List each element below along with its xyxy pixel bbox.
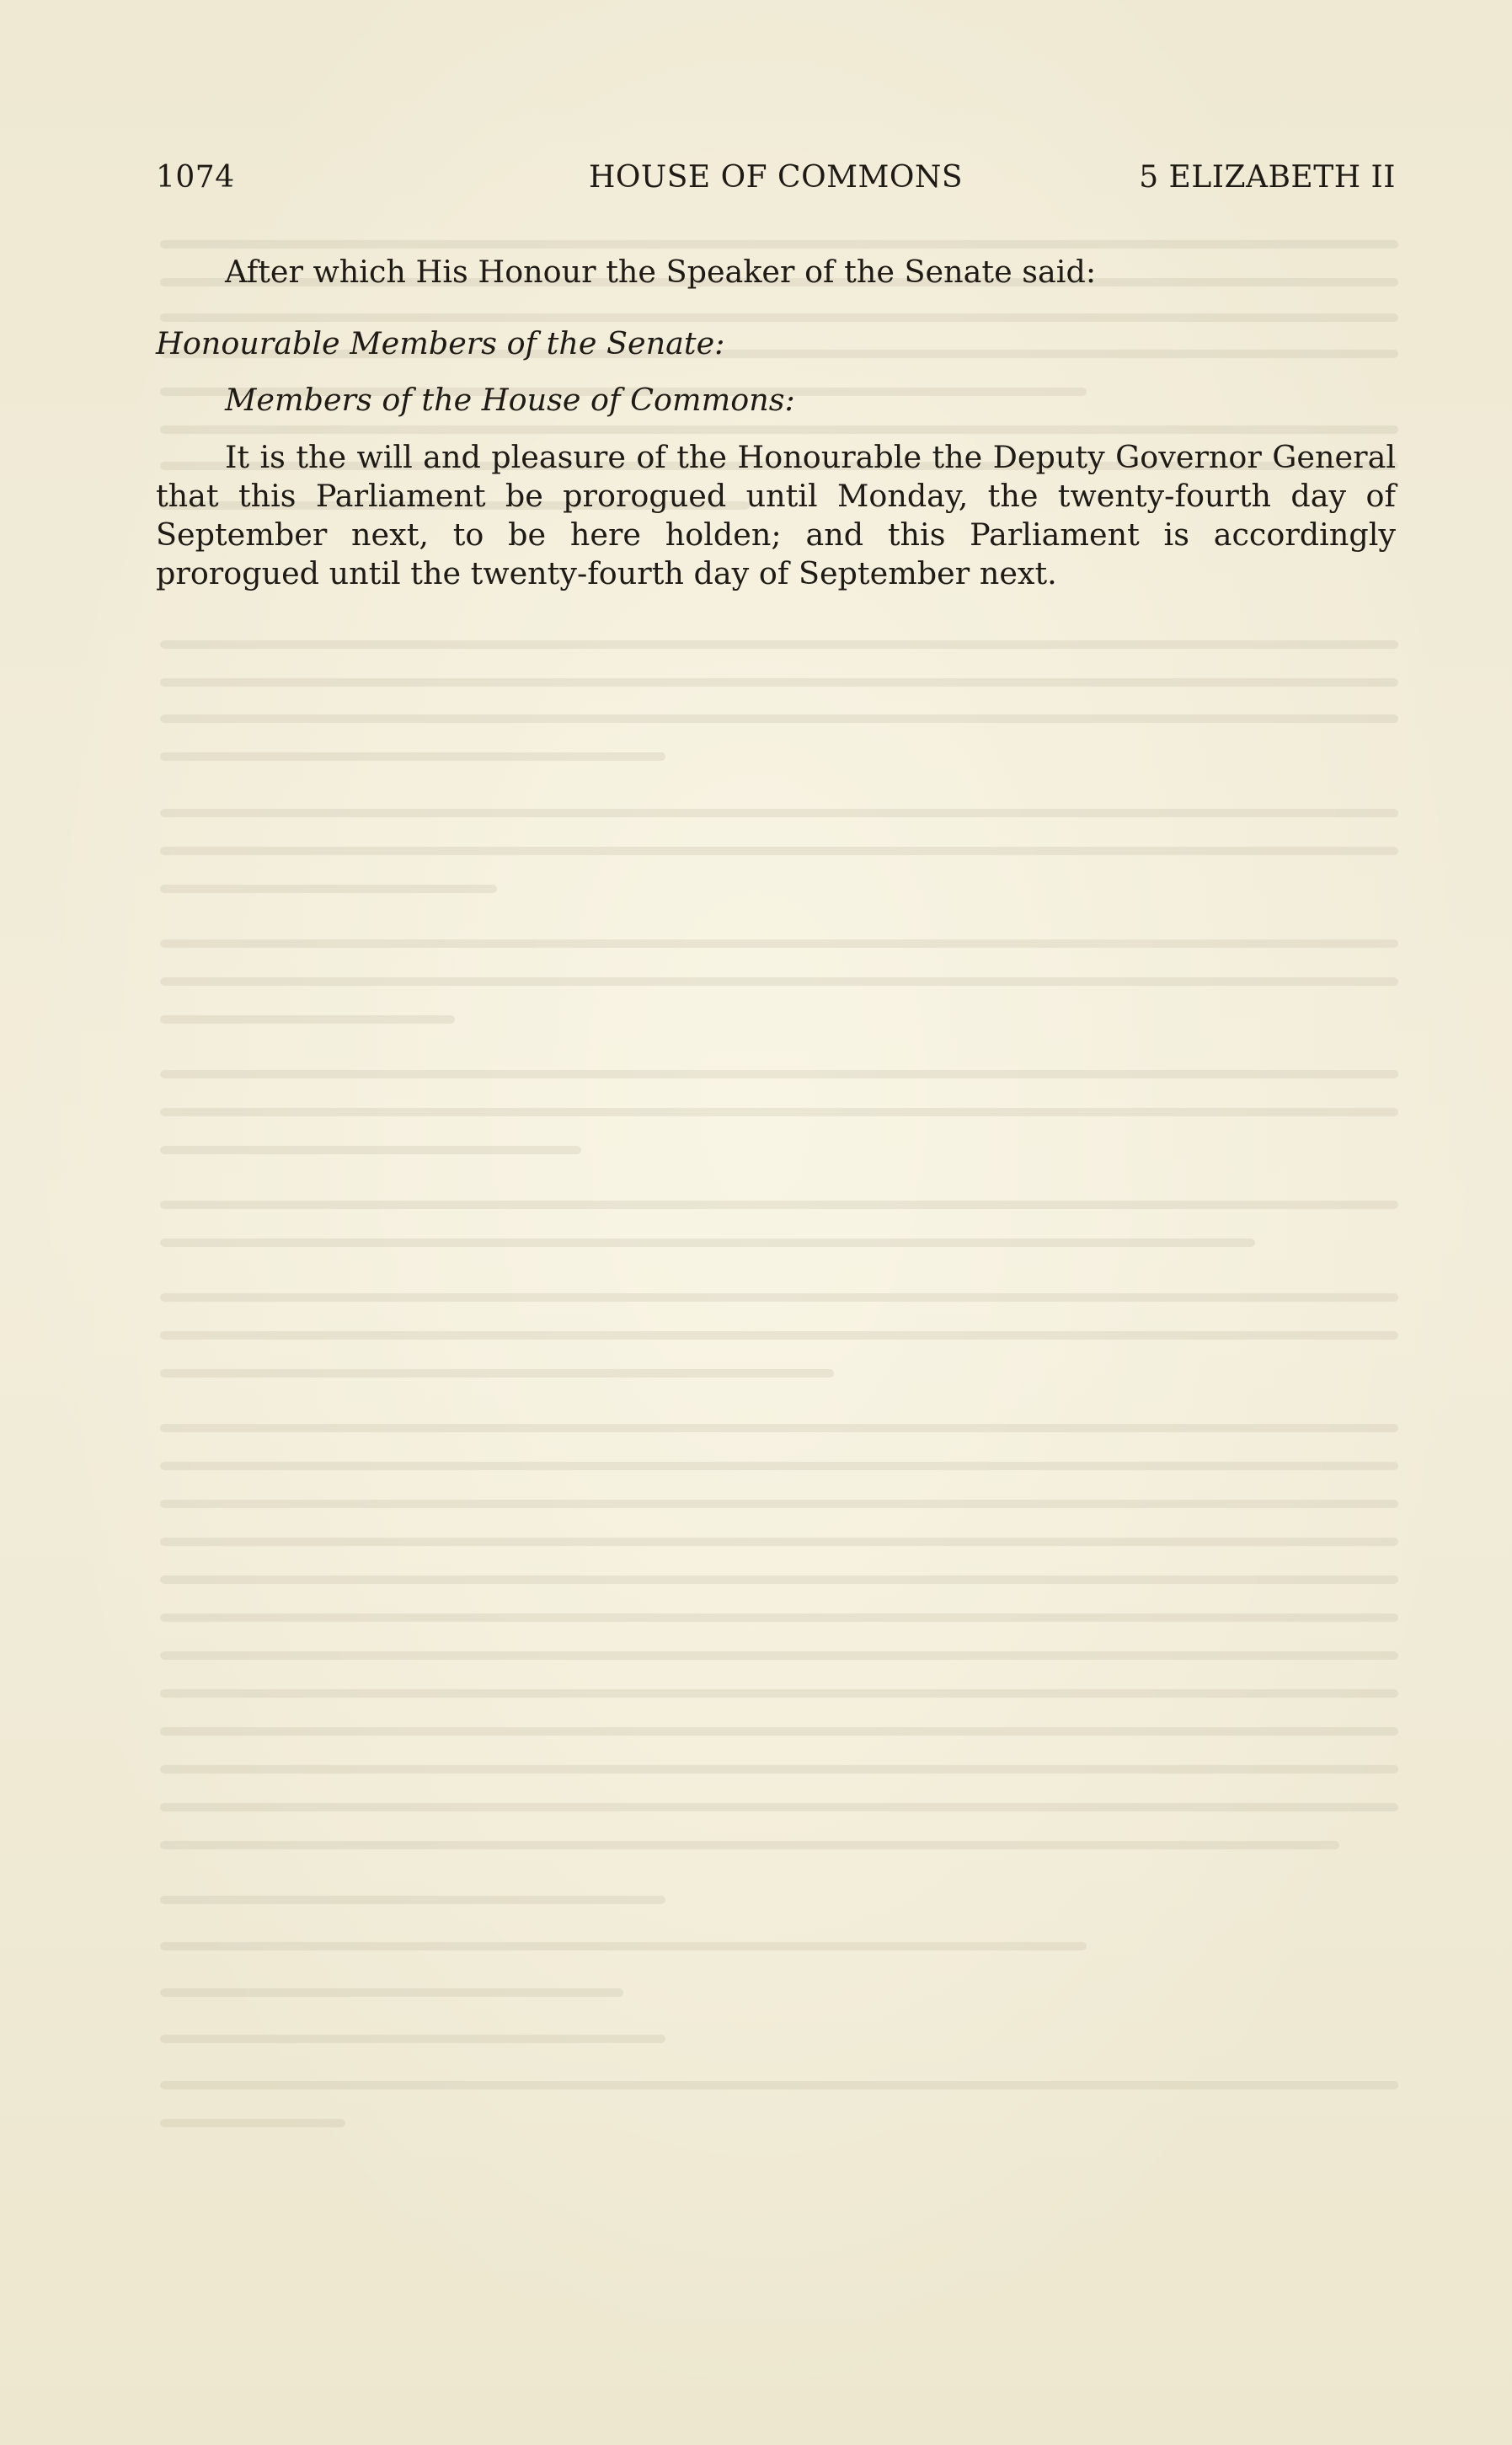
session-label: 5 ELIZABETH II xyxy=(1139,160,1396,195)
page-number: 1074 xyxy=(156,160,235,195)
running-header xyxy=(156,160,1396,202)
salutation-commons: Members of the House of Commons: xyxy=(225,382,795,418)
intro-paragraph: After which His Honour the Speaker of the Senate said: xyxy=(225,254,1097,290)
salutation-senate: Honourable Members of the Senate: xyxy=(156,325,725,361)
prorogation-paragraph: It is the will and pleasure of the Honourable the Deputy Governor General that this Parliament be prorogued until Monday, the twenty-fourth day of September next, to be here holden; and this Parliament is accordingly prorogued until the twenty-fourth day of September next. xyxy=(156,439,1396,591)
running-title: HOUSE OF COMMONS xyxy=(588,160,964,195)
